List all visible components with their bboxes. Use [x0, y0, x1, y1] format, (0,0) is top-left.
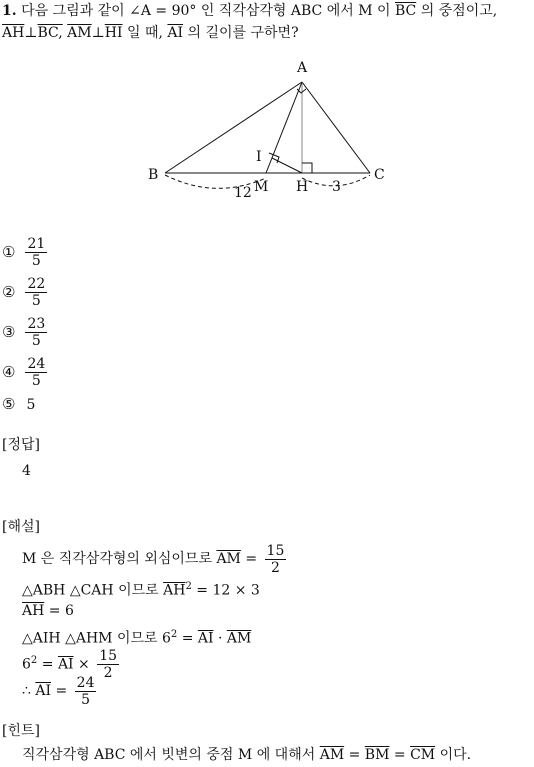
perp-symbol: ⊥: [24, 25, 38, 41]
solution-line-1: M 은 직각삼각형의 외심이므로 $\overline{AM}$ = $\frac{15}{2}$: [22, 542, 285, 576]
solution-line-3: $\overline{AH} = 6$: [22, 603, 74, 619]
answer-value: 4: [22, 463, 31, 479]
label-3: 3: [332, 179, 341, 195]
question-number: 1.: [2, 3, 17, 19]
solution-line-5: $6^2 = \overline{AI}$ × $\frac{15}{2}$: [22, 648, 118, 682]
segment-ai: $\overline{AI}$: [167, 25, 184, 41]
question-text-end-2: 의 길이를 구하면?: [187, 25, 299, 41]
choice-marker: ⑤: [2, 395, 16, 413]
question-text: 다음 그림과 같이 ∠A = 90° 인 직각삼각형 ABC 에서 M 이: [21, 3, 391, 19]
label-a: A: [297, 60, 308, 76]
solution-line-4: △AIH △AHM 이므로 $6^2 = \overline{AI} \cdot \overline{AM}$: [22, 629, 252, 647]
segment-bc: $\overline{BC}$: [394, 3, 417, 19]
fraction: $\frac{23}{5}$: [27, 316, 46, 349]
fraction: $\frac{15}{2}$: [266, 542, 285, 576]
choice-marker: ②: [2, 282, 16, 301]
fraction: $\frac{22}{5}$: [27, 276, 46, 309]
segment-hi: $\overline{HI}$: [104, 25, 123, 41]
triangle-figure: [140, 55, 400, 205]
fraction: $\frac{24}{5}$: [27, 356, 46, 389]
fraction: $\frac{21}{5}$: [27, 236, 46, 269]
fraction: $\frac{24}{5}$: [76, 674, 95, 708]
label-m: M: [254, 179, 269, 195]
answer-heading: [정답]: [2, 437, 40, 453]
segment-am: $\overline{AM}$: [67, 25, 92, 41]
choice-4[interactable]: [2, 356, 50, 389]
choice-1[interactable]: [2, 236, 50, 269]
segment-bc-2: BC,: [37, 25, 63, 41]
label-h: H: [296, 179, 309, 195]
label-c: C: [374, 167, 385, 183]
choice-marker: ④: [2, 362, 16, 381]
hint-heading: [힌트]: [2, 723, 40, 739]
choice-5[interactable]: [2, 395, 35, 413]
fraction: $\frac{15}{2}$: [99, 648, 118, 682]
hint-line: 직각삼각형 ABC 에서 빗변의 중점 M 에 대해서 $\overline{AM} = \overline{BM} = \overline{CM}$ 이다.: [22, 747, 472, 763]
question-line-1: [2, 2, 497, 20]
solution-line-2: △ABH △CAH 이므로 $\overline{AH}^2 = 12 \times 3$: [22, 581, 260, 599]
side-ab: [165, 82, 302, 173]
solution-heading: [해설]: [2, 519, 40, 535]
segment-ah: $\overline{AH}$: [2, 25, 25, 41]
segment-hi-line: [272, 158, 302, 173]
solution-line-6: ∴ $\overline{AI}$ = $\frac{24}{5}$: [22, 674, 95, 708]
question-text-end: 의 중점이고,: [420, 3, 498, 19]
side-ac: [302, 82, 370, 173]
choice-marker: ①: [2, 242, 16, 261]
median-am: [266, 82, 302, 173]
choice-marker: ③: [2, 322, 16, 341]
perp-symbol-2: ⊥: [91, 25, 105, 41]
label-b: B: [148, 167, 159, 183]
question-text-mid: 일 때,: [127, 25, 163, 41]
choice-2[interactable]: [2, 276, 50, 309]
question-line-2: [2, 24, 299, 42]
label-12: 12: [234, 185, 252, 201]
right-angle-h: [302, 163, 312, 173]
choice-3[interactable]: [2, 316, 50, 349]
choice-value: 5: [26, 397, 36, 413]
label-i: I: [256, 149, 262, 165]
